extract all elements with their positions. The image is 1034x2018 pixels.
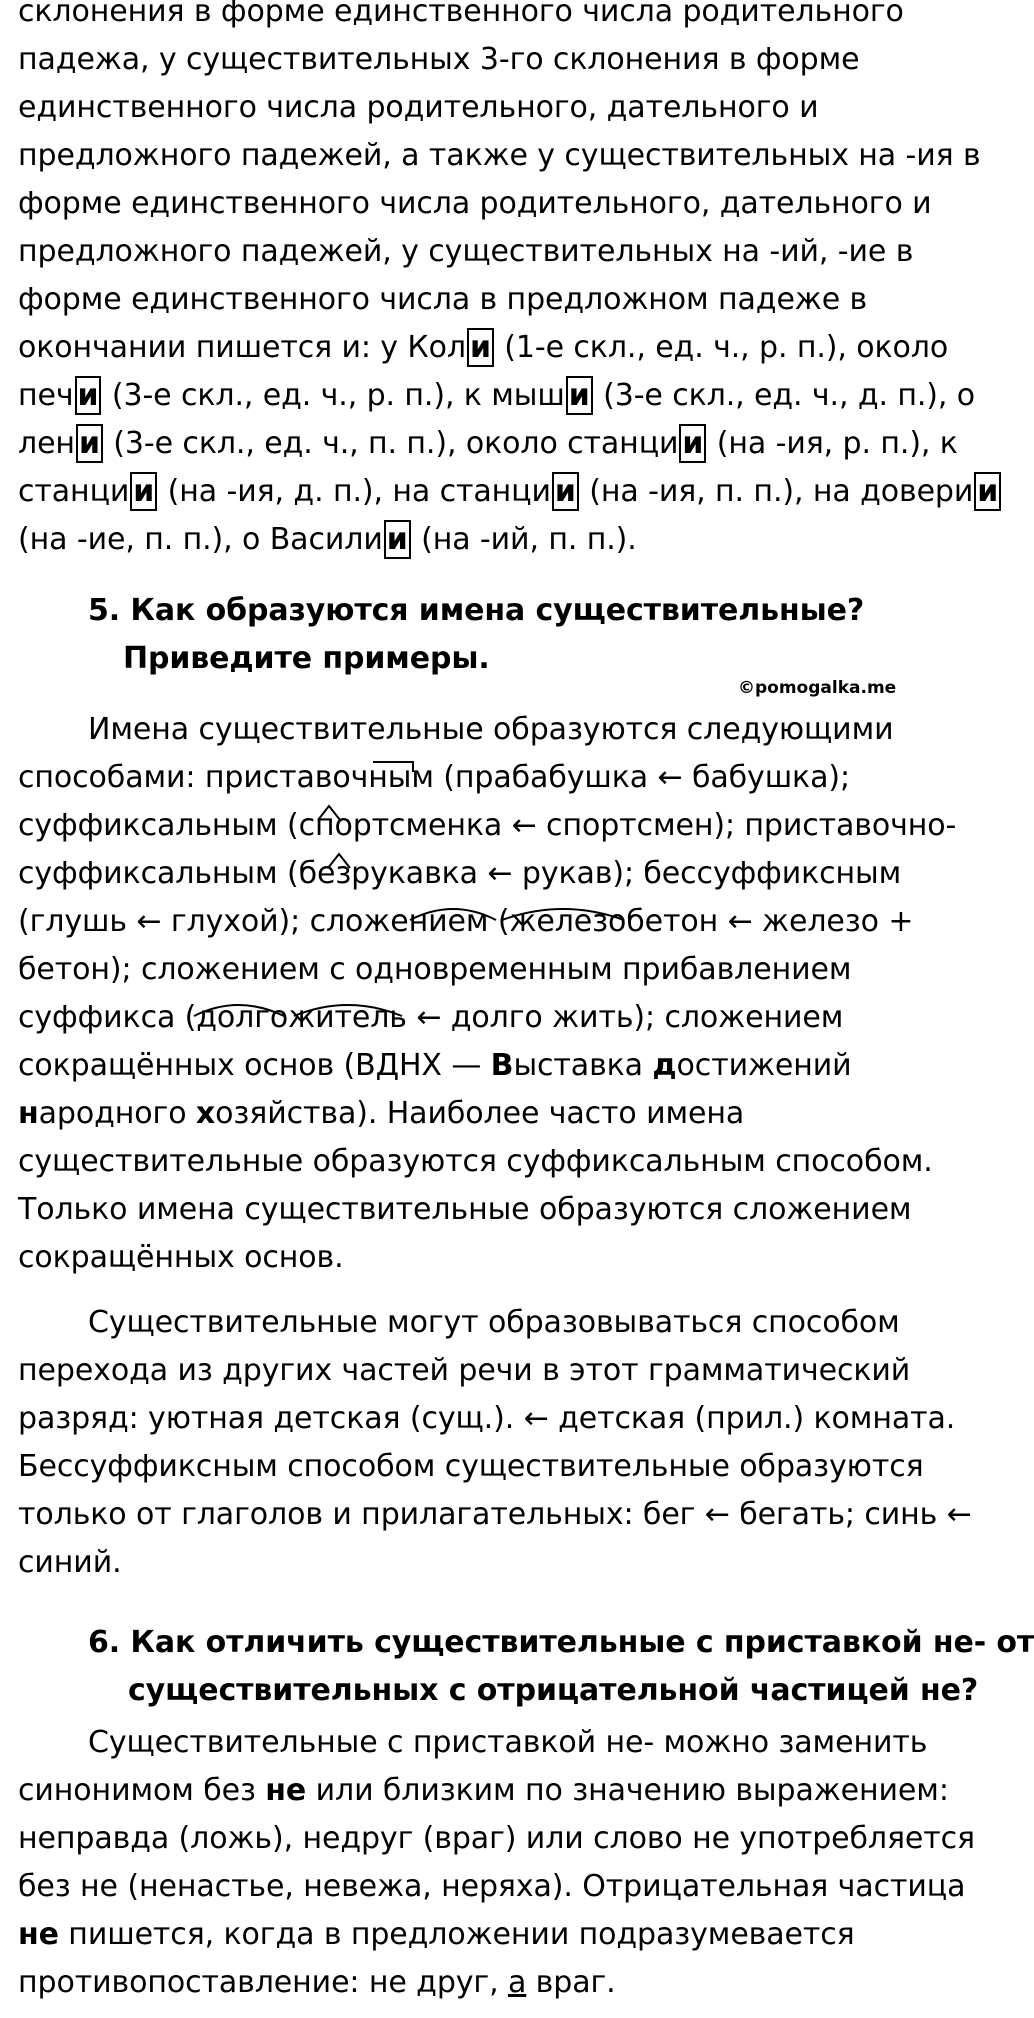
- text-line-l2: падежа, у существительных 3-го склонения в форме: [18, 42, 860, 77]
- text-line-q6: синий.: [18, 1545, 122, 1580]
- text-line-p1: Имена существительные образуются следующими: [88, 712, 894, 747]
- text-line-r1: Существительные с приставкой не- можно заменить: [88, 1725, 928, 1760]
- text-line-p12: сокращённых основ.: [18, 1240, 344, 1275]
- root-arc: [410, 909, 496, 920]
- root-arc: [194, 1005, 284, 1016]
- heading-q6-line1: 6. Как отличить существительные с приставкой не- от: [88, 1625, 1034, 1660]
- text-line-l4: предложного падежей, а также у существительных на -ия в: [18, 138, 981, 173]
- text-line-p3: суффиксальным (спортсменка ← спортсмен); приставочно-: [18, 808, 957, 843]
- text-line-q3: разряд: уютная детская (сущ.). ← детская (прил.) комната.: [18, 1401, 956, 1436]
- root-arc: [502, 909, 624, 920]
- suffix-mark: [318, 806, 340, 820]
- text-line-p10: существительные образуются суффиксальным способом.: [18, 1144, 933, 1179]
- text-line-p6: бетон); сложением с одновременным прибавлением: [18, 952, 852, 987]
- text-line-l1: склонения в форме единственного числа родительного: [18, 0, 904, 29]
- text-line-l11: станци и (на -ия, д. п.), на станци и (на -ия, п. п.), на довери и: [18, 474, 1002, 509]
- text-line-l8: окончании пишется и: у Кол и (1-е скл., ед. ч., р. п.), около: [18, 330, 949, 365]
- morpheme-marks: [18, 0, 948, 2018]
- text-line-l9: печ и (3-е скл., ед. ч., р. п.), к мыш и (3-е скл., ед. ч., д. п.), о: [18, 378, 976, 413]
- text-line-p9: народного хозяйства). Наиболее часто имена: [18, 1096, 745, 1131]
- suffix-mark: [328, 854, 350, 868]
- text-line-p8: сокращённых основ (ВДНХ — Выставка достижений: [18, 1048, 852, 1083]
- text-line-p5: (глушь ← глухой); сложением (железобетон ← железо +: [18, 904, 914, 939]
- text-line-p2: способами: приставочным (прабабушка ← бабушка);: [18, 760, 850, 795]
- heading-q5-line1: 5. Как образуются имена существительные?: [88, 593, 865, 628]
- text-line-l7: форме единственного числа в предложном падеже в: [18, 282, 868, 317]
- text-line-r4: без не (ненастье, невежа, неряха). Отрицательная частица: [18, 1869, 966, 1904]
- text-line-p4: суффиксальным (безрукавка ← рукав); бессуффиксным: [18, 856, 902, 891]
- text-line-p7: суффикса (долгожитель ← долго жить); сложением: [18, 1000, 844, 1035]
- text-line-l5: форме единственного числа родительного, дательного и: [18, 186, 932, 221]
- watermark: ©pomogalka.me: [738, 678, 897, 698]
- text-line-p11: Только имена существительные образуются сложением: [18, 1192, 912, 1227]
- text-line-q5: только от глаголов и прилагательных: бег ← бегать; синь ←: [18, 1497, 972, 1532]
- text-line-r5: не пишется, когда в предложении подразумевается: [18, 1917, 855, 1952]
- text-line-l6: предложного падежей, у существительных на -ий, -ие в: [18, 234, 914, 269]
- heading-q5-line2: Приведите примеры.: [123, 641, 490, 676]
- text-line-l10: лен и (3-е скл., ед. ч., п. п.), около станци и (на -ия, р. п.), к: [18, 426, 958, 461]
- text-line-q4: Бессуффиксным способом существительные образуются: [18, 1449, 924, 1484]
- text-line-r2: синонимом без не или близким по значению выражением:: [18, 1773, 949, 1808]
- text-line-l3: единственного числа родительного, дательного и: [18, 90, 819, 125]
- text-line-r6: противопоставление: не друг, а враг.: [18, 1965, 616, 2000]
- text-line-r3: неправда (ложь), недруг (враг) или слово не употребляется: [18, 1821, 975, 1856]
- text-line-q1: Существительные могут образовываться способом: [88, 1305, 900, 1340]
- prefix-mark: [373, 762, 413, 772]
- text-line-q2: перехода из других частей речи в этот грамматический: [18, 1353, 911, 1388]
- heading-q6-line2: существительных с отрицательной частицей не?: [128, 1673, 979, 1708]
- root-arc: [294, 1005, 402, 1016]
- text-line-l12: (на -ие, п. п.), о Васили и (на -ий, п. п.).: [18, 522, 637, 557]
